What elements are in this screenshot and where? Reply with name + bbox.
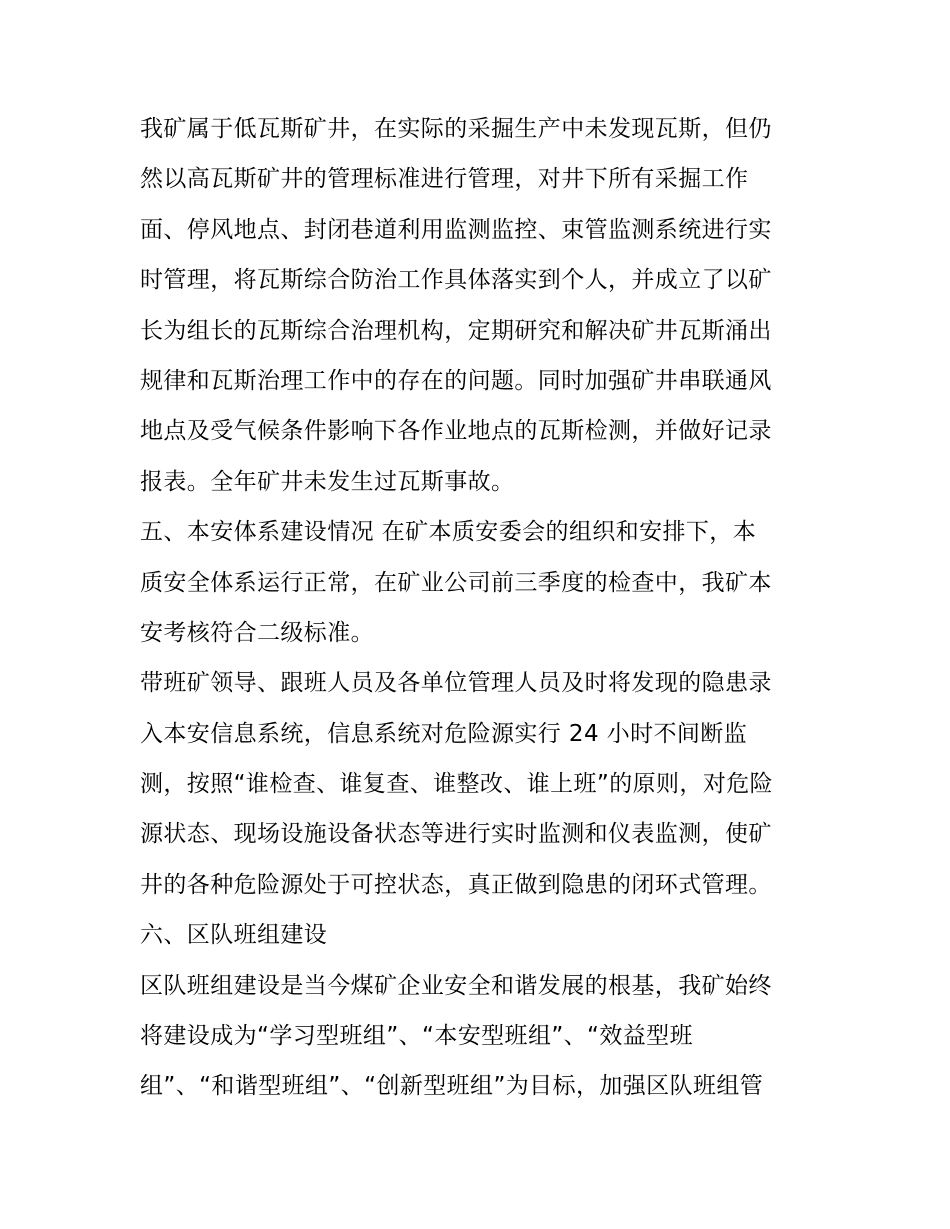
section-heading-5: 五、本安体系建设情况 在矿本质安委会的组织和安排下，本 (140, 519, 757, 546)
text-line: 面、停风地点、封闭巷道利用监测监控、束管监测系统进行实 (140, 216, 772, 243)
text-line: 带班矿领导、跟班人员及各单位管理人员及时将发现的隐患录 (140, 670, 772, 697)
section-heading-6: 六、区队班组建设 (140, 922, 328, 949)
text-line: 组”、“和谐型班组”、“创新型班组”为目标，加强区队班组管 (140, 1073, 764, 1100)
text-line: 质安全体系运行正常，在矿业公司前三季度的检查中，我矿本 (140, 569, 772, 596)
text-line: 源状态、现场设施设备状态等进行实时监测和仪表监测，使矿 (140, 821, 772, 848)
text-line: 然以高瓦斯矿井的管理标准进行管理，对井下所有采掘工作 (140, 166, 749, 193)
text-line: 时管理，将瓦斯综合防治工作具体落实到个人，并成立了以矿 (140, 267, 772, 294)
text-line: 区队班组建设是当今煤矿企业安全和谐发展的根基，我矿始终 (140, 972, 772, 999)
text-line: 测，按照“谁检查、谁复查、谁整改、谁上班”的原则，对危险 (140, 771, 774, 798)
text-line: 长为组长的瓦斯综合治理机构，定期研究和解决矿井瓦斯涌出 (140, 317, 772, 344)
text-line: 入本安信息系统，信息系统对危险源实行 24 小时不间断监 (140, 720, 748, 747)
document-body (140, 104, 820, 1112)
text-line: 报表。全年矿井未发生过瓦斯事故。 (140, 468, 515, 495)
text-line: 将建设成为“学习型班组”、“本安型班组”、“效益型班 (140, 1023, 693, 1050)
text-line: 地点及受气候条件影响下各作业地点的瓦斯检测，并做好记录 (140, 418, 772, 445)
text-line: 我矿属于低瓦斯矿井，在实际的采掘生产中未发现瓦斯，但仍 (140, 116, 772, 142)
text-line: 规律和瓦斯治理工作中的存在的问题。同时加强矿井串联通风 (140, 367, 772, 394)
text-line: 安考核符合二级标准。 (140, 619, 374, 646)
text-line: 井的各种危险源处于可控状态，真正做到隐患的闭环式管理。 (140, 871, 772, 898)
